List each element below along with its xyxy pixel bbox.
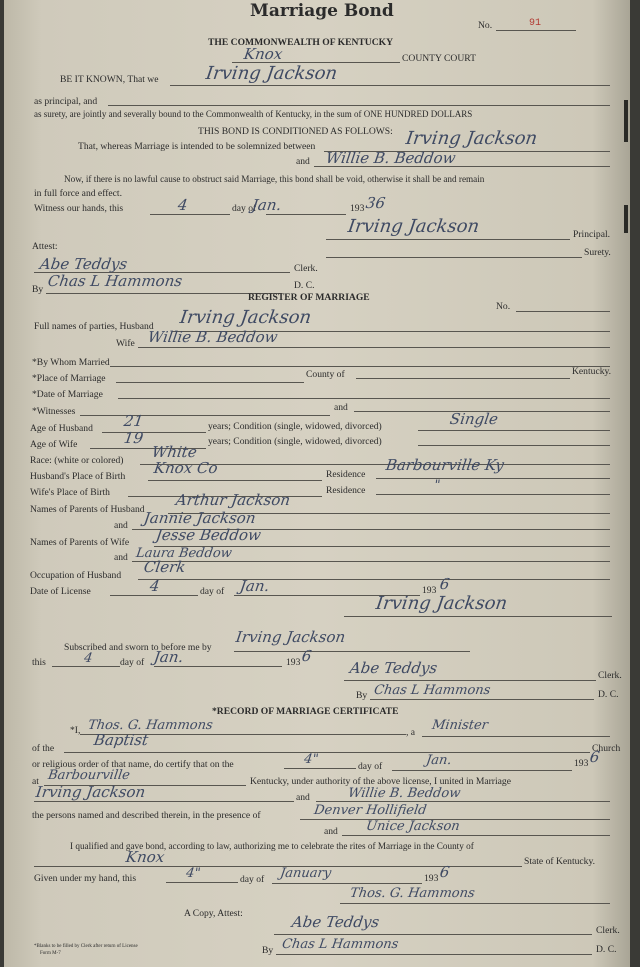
condition-husband-line bbox=[418, 430, 610, 431]
given-day-of: day of bbox=[240, 874, 265, 885]
witness-hands: Witness our hands, this bbox=[34, 203, 124, 214]
surety-label: Surety. bbox=[584, 247, 611, 258]
bond-number-label: No. bbox=[478, 20, 493, 31]
age-husband-label: Age of Husband bbox=[30, 423, 93, 434]
and-label: and bbox=[296, 156, 310, 167]
cert-county-handwritten: Knox bbox=[124, 848, 166, 866]
bride-handwritten: Willie B. Beddow bbox=[324, 149, 457, 167]
bond-day-line bbox=[150, 214, 230, 215]
bond-month-line bbox=[266, 214, 346, 215]
witness-line-1 bbox=[80, 415, 330, 416]
title-line bbox=[422, 736, 610, 737]
footnote: *Blanks to be filled by Clerk after return of License bbox=[34, 944, 138, 949]
cert-i-label: *I, bbox=[70, 725, 81, 736]
cert-groom-handwritten: Irving Jackson bbox=[34, 783, 147, 801]
as-surety: as surety, are jointly and severally bound to the Commonwealth of Kentucky, in the sum of ONE HUNDRED DOLLARS bbox=[34, 109, 473, 119]
sworn-day-handwritten: 4 bbox=[83, 651, 94, 666]
register-signature: Irving Jackson bbox=[374, 593, 509, 614]
given-month-handwritten: January bbox=[279, 866, 333, 881]
cert-groom-line bbox=[34, 801, 294, 802]
register-by-label: By bbox=[356, 690, 368, 701]
now-if-text: Now, if there is no lawful cause to obstruct said Marriage, this bond shall be void, otherwise it shall be and remain bbox=[64, 174, 485, 184]
husband-handwritten: Irving Jackson bbox=[178, 307, 313, 328]
subscribed-line bbox=[234, 651, 470, 652]
cert-signature: Thos. G. Hammons bbox=[349, 886, 476, 901]
bond-dc-line bbox=[46, 293, 282, 294]
copy-clerk-line bbox=[274, 934, 592, 935]
attest-label: Attest: bbox=[32, 241, 58, 252]
date-license-label: Date of License bbox=[30, 586, 91, 597]
principal-label: Principal. bbox=[573, 229, 611, 240]
wife-handwritten: Willie B. Beddow bbox=[146, 328, 279, 346]
surety-line bbox=[108, 105, 610, 106]
subscribed-handwritten: Irving Jackson bbox=[234, 628, 347, 646]
county-of-label: County of bbox=[306, 369, 345, 380]
copy-dc-label: D. C. bbox=[596, 944, 617, 955]
cert-witness1-handwritten: Denver Hollifield bbox=[313, 803, 428, 818]
sworn-this: this bbox=[32, 657, 46, 668]
commonwealth-heading: THE COMMONWEALTH OF KENTUCKY bbox=[208, 37, 394, 48]
register-dc-handwritten: Chas L Hammons bbox=[373, 683, 492, 698]
copy-clerk-handwritten: Abe Teddys bbox=[290, 913, 381, 931]
form-number: Form M-7 bbox=[40, 951, 61, 956]
license-day-line bbox=[110, 595, 198, 596]
mother-wife-handwritten: Laura Beddow bbox=[135, 546, 233, 561]
race-handwritten: White bbox=[150, 443, 199, 461]
mother-husband-handwritten: Jannie Jackson bbox=[142, 509, 257, 527]
register-no-label: No. bbox=[496, 301, 511, 312]
cert-witness-and: and bbox=[324, 826, 338, 837]
sworn-year-handwritten: 6 bbox=[300, 647, 313, 665]
wife-birth-label: Wife's Place of Birth bbox=[30, 487, 110, 498]
father-wife-handwritten: Jesse Beddow bbox=[154, 526, 263, 544]
residence-handwritten: Barbourville Ky bbox=[384, 456, 506, 474]
marriage-bond-document bbox=[4, 0, 630, 967]
page-edge-mark-1 bbox=[624, 100, 628, 142]
by-whom-line bbox=[110, 366, 610, 367]
given-month-line bbox=[272, 883, 422, 884]
bond-dc-label: D. C. bbox=[294, 280, 315, 291]
county-handwritten: Knox bbox=[242, 45, 284, 63]
occupation-label: Occupation of Husband bbox=[30, 570, 122, 581]
cert-groom-and: and bbox=[296, 792, 310, 803]
cert-month-handwritten: Jan. bbox=[425, 753, 453, 768]
bond-clerk-handwritten: Abe Teddys bbox=[38, 255, 129, 273]
principal-signature: Irving Jackson bbox=[346, 216, 481, 237]
register-clerk-label: Clerk. bbox=[598, 670, 622, 681]
age-husband-line bbox=[102, 432, 206, 433]
county-of-line bbox=[356, 378, 570, 379]
cert-day-of: day of bbox=[358, 761, 383, 772]
church-handwritten: Baptist bbox=[92, 731, 150, 749]
copy-dc-line bbox=[276, 954, 592, 955]
bond-by-label: By bbox=[32, 284, 44, 295]
witnesses-label: *Witnesses bbox=[32, 406, 76, 417]
condition-husband-label: years; Condition (single, widowed, divorced) bbox=[208, 421, 382, 432]
conditioned-heading: THIS BOND IS CONDITIONED AS FOLLOWS: bbox=[198, 126, 393, 137]
surety-signature-line bbox=[326, 257, 582, 258]
document-title: Marriage Bond bbox=[250, 1, 394, 21]
cert-day-handwritten: 4" bbox=[303, 752, 320, 767]
church-label: Church bbox=[592, 743, 621, 754]
certificate-heading: *RECORD OF MARRIAGE CERTIFICATE bbox=[212, 706, 399, 717]
cert-bride-handwritten: Willie B. Beddow bbox=[347, 786, 462, 801]
occupation-handwritten: Clerk bbox=[142, 558, 187, 576]
witnesses-and: and bbox=[334, 402, 348, 413]
given-year-prefix: 193 bbox=[424, 873, 439, 884]
husband-birth-label: Husband's Place of Birth bbox=[30, 471, 126, 482]
bond-year-handwritten: 36 bbox=[364, 194, 387, 212]
given-year-handwritten: 6 bbox=[438, 863, 451, 881]
cert-signature-line bbox=[340, 903, 610, 904]
principal-handwritten: Irving Jackson bbox=[204, 63, 339, 84]
title-handwritten: Minister bbox=[431, 718, 489, 733]
copy-by-label: By bbox=[262, 945, 274, 956]
occupation-line bbox=[138, 579, 610, 580]
full-force: in full force and effect. bbox=[34, 188, 122, 199]
parents-husband-label: Names of Parents of Husband bbox=[30, 504, 145, 515]
condition-husband-handwritten: Single bbox=[448, 410, 500, 428]
license-year-prefix: 193 bbox=[422, 585, 437, 596]
parents-husband-and: and bbox=[114, 520, 128, 531]
copy-clerk-label: Clerk. bbox=[596, 925, 620, 936]
place-line bbox=[116, 382, 304, 383]
kentucky-label: Kentucky. bbox=[572, 366, 612, 377]
sworn-year-prefix: 193 bbox=[286, 657, 301, 668]
parents-wife-label: Names of Parents of Wife bbox=[30, 537, 130, 548]
bond-year-prefix: 193 bbox=[350, 203, 365, 214]
full-names-label: Full names of parties, Husband bbox=[34, 321, 154, 332]
subscribed-label: Subscribed and sworn to before me by bbox=[64, 642, 212, 653]
ky-under-authority: Kentucky, under authority of the above license, I united in Marriage bbox=[250, 776, 511, 787]
minister-handwritten: Thos. G. Hammons bbox=[87, 718, 214, 733]
sworn-day-of: day of bbox=[120, 657, 145, 668]
parents-wife-and: and bbox=[114, 552, 128, 563]
cert-day-line bbox=[284, 768, 356, 769]
wife-label: Wife bbox=[116, 338, 135, 349]
bond-month-handwritten: Jan. bbox=[250, 196, 283, 214]
bond-day-of: day of bbox=[232, 203, 257, 214]
register-dc-line bbox=[370, 699, 594, 700]
bond-clerk-label: Clerk. bbox=[294, 263, 318, 274]
license-day-handwritten: 4 bbox=[148, 577, 161, 595]
copy-attest-label: A Copy, Attest: bbox=[184, 908, 243, 919]
cert-month-line bbox=[392, 770, 572, 771]
husband-birth-handwritten: Knox Co bbox=[152, 459, 219, 477]
that-whereas: That, whereas Marriage is intended to be solemnized between bbox=[78, 141, 316, 152]
cert-year-prefix: 193 bbox=[574, 758, 589, 769]
residence-line bbox=[376, 478, 610, 479]
condition-wife-label: years; Condition (single, widowed, divorced) bbox=[208, 436, 382, 447]
qualified-text: I qualified and gave bond, according to law, authorizing me to celebrate the rites of Marriage in the County of bbox=[70, 841, 474, 851]
sworn-month-line bbox=[154, 666, 282, 667]
county-court-label: COUNTY COURT bbox=[402, 53, 476, 64]
register-heading: REGISTER OF MARRIAGE bbox=[248, 292, 370, 303]
cert-place-handwritten: Barbourville bbox=[47, 768, 131, 783]
be-it-known: BE IT KNOWN, That we bbox=[60, 74, 159, 85]
by-whom-label: *By Whom Married bbox=[32, 357, 110, 368]
wife-line bbox=[138, 347, 610, 348]
bond-day-handwritten: 4 bbox=[176, 196, 189, 214]
cert-a-label: , a bbox=[406, 727, 416, 738]
bond-dc-handwritten: Chas L Hammons bbox=[46, 272, 184, 290]
date-marriage-label: *Date of Marriage bbox=[32, 389, 103, 400]
register-dc-label: D. C. bbox=[598, 689, 619, 700]
residence-label: Residence bbox=[326, 469, 366, 480]
given-day-handwritten: 4" bbox=[185, 866, 202, 881]
condition-wife-line bbox=[418, 445, 610, 446]
father-husband-handwritten: Arthur Jackson bbox=[174, 491, 292, 509]
place-label: *Place of Marriage bbox=[32, 373, 106, 384]
bond-number-line bbox=[496, 30, 576, 31]
principal-line bbox=[170, 85, 610, 86]
as-principal: as principal, and bbox=[34, 96, 98, 107]
date-marriage-line bbox=[118, 398, 610, 399]
state-of-kentucky: State of Kentucky. bbox=[524, 856, 596, 867]
of-the-label: of the bbox=[32, 743, 55, 754]
given-day-line bbox=[166, 882, 238, 883]
race-label: Race: (white or colored) bbox=[30, 455, 124, 466]
cert-year-handwritten: 6 bbox=[588, 748, 601, 766]
page-edge-mark-2 bbox=[624, 205, 628, 233]
principal-signature-line bbox=[326, 239, 570, 240]
license-month-handwritten: Jan. bbox=[238, 577, 271, 595]
cert-witness2-line bbox=[342, 835, 610, 836]
age-husband-handwritten: 21 bbox=[122, 412, 145, 430]
cert-witness2-handwritten: Unice Jackson bbox=[365, 819, 461, 834]
bond-number: 91 bbox=[529, 18, 542, 29]
age-wife-handwritten: 19 bbox=[122, 429, 145, 447]
license-year-handwritten: 6 bbox=[438, 575, 451, 593]
residence2-label: Residence bbox=[326, 485, 366, 496]
religious-order-text: or religious order of that name, do certify that on the bbox=[32, 759, 234, 770]
at-label: at bbox=[32, 776, 39, 787]
residence2-line bbox=[376, 494, 610, 495]
register-clerk-line bbox=[344, 680, 596, 681]
church-line bbox=[64, 752, 590, 753]
husband-birth-line bbox=[148, 480, 322, 481]
persons-named-text: the persons named and described therein, in the presence of bbox=[32, 810, 261, 821]
given-under-hand: Given under my hand, this bbox=[34, 873, 137, 884]
copy-dc-handwritten: Chas L Hammons bbox=[281, 937, 400, 952]
register-signature-line bbox=[344, 616, 612, 617]
register-no-line bbox=[516, 311, 610, 312]
sworn-month-handwritten: Jan. bbox=[152, 648, 185, 666]
register-clerk-handwritten: Abe Teddys bbox=[348, 659, 439, 677]
age-wife-label: Age of Wife bbox=[30, 439, 78, 450]
license-day-of: day of bbox=[200, 586, 225, 597]
residence2-handwritten: " bbox=[433, 478, 442, 493]
groom-handwritten: Irving Jackson bbox=[404, 128, 539, 149]
